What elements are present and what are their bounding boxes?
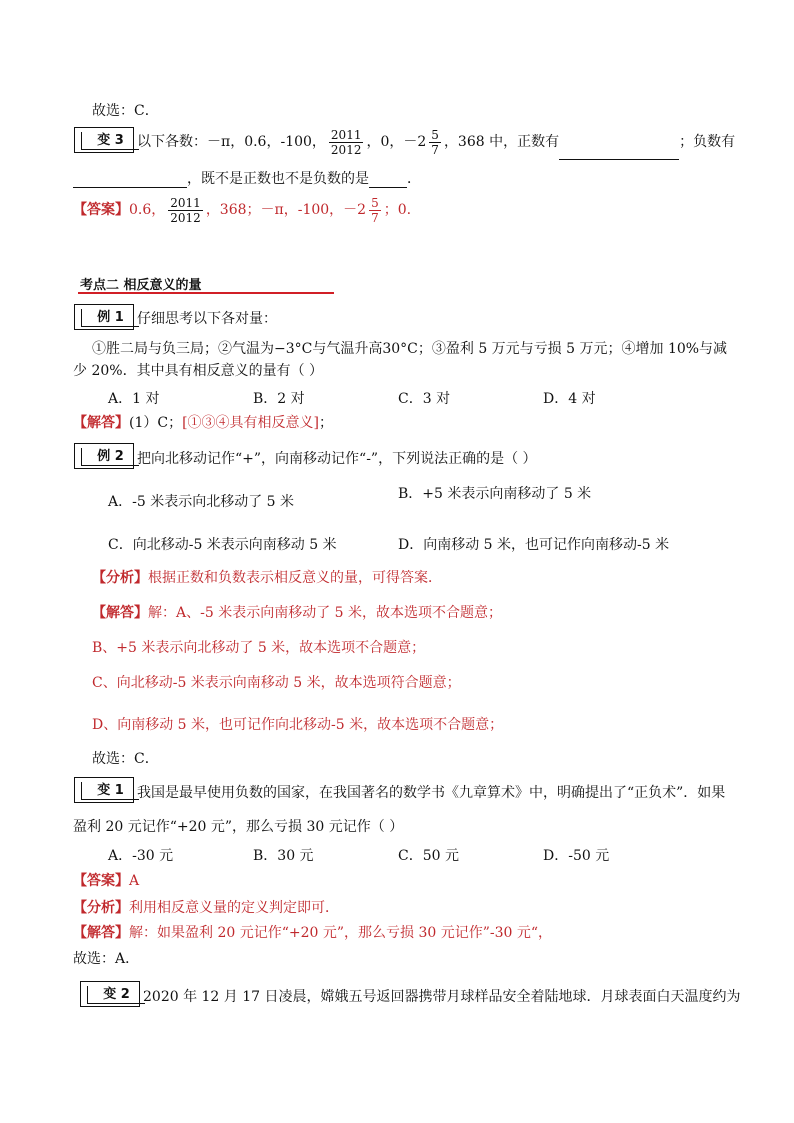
answer-part3: ；0. <box>383 202 412 218</box>
bian3-question-line2 <box>73 168 421 188</box>
li1-option-c[interactable]: C．3 对 <box>398 391 451 407</box>
bian1-analysis-text: 利用相反意义量的定义判定即可． <box>129 900 339 916</box>
bian1-option-d[interactable]: D．-50 元 <box>543 848 610 864</box>
bian3-question-line1 <box>137 124 735 160</box>
li1-option-a[interactable]: A．1 对 <box>108 391 160 407</box>
answer-part1: 0.6， <box>129 202 166 218</box>
li2-analysis <box>92 567 442 587</box>
label-li2 <box>74 443 134 469</box>
bian1-line1: 我国是最早使用负数的国家，在我国著名的数学书《九章算术》中，明确提出了“正负术”．如果 <box>137 785 726 801</box>
blank-negative[interactable] <box>73 173 187 188</box>
label-bian3 <box>74 127 134 153</box>
fraction-2011-2012: $\frac{2011}{2012}$ <box>330 127 362 157</box>
li1-answer-red: [①③④具有相反意义] <box>182 415 320 431</box>
li1-option-b[interactable]: B．2 对 <box>253 391 305 407</box>
label-li1-text: 例 1 <box>81 309 139 327</box>
li2-option-b[interactable]: B．+5 米表示向南移动了 5 米 <box>398 486 592 502</box>
li2-solution-b: B、+5 米表示向北移动了 5 米，故本选项不合题意； <box>92 640 426 656</box>
li1-line1: ①胜二局与负三局；②气温为−3°C与气温升高30°C；③盈利 5 万元与亏损 5 万元；④增加 10%与减 <box>92 341 728 357</box>
li2-option-d[interactable]: D．向南移动 5 米，也可记作向南移动-5 米 <box>398 537 670 553</box>
bian1-line2: 盈利 20 元记作“+20 元”，那么亏损 30 元记作（ ） <box>73 819 404 835</box>
label-li1 <box>74 304 134 330</box>
label-bian3-text: 变 3 <box>81 132 139 150</box>
bian2-line1: 2020 年 12 月 17 日凌晨，嫦娥五号返回器携带月球样品安全着陆地球．月球表面白天温度约为 <box>143 989 741 1005</box>
li1-answer-label: 【解答】 <box>73 415 129 431</box>
label-bian1-text: 变 1 <box>81 782 139 800</box>
bian1-answer-label: 【答案】 <box>73 873 129 889</box>
bian1-answer-text: A <box>129 873 140 889</box>
li1-line2: 少 20%．其中具有相反意义的量有（ ） <box>73 363 324 379</box>
answer-fraction-2011-2012: $\frac{2011}{2012}$ <box>170 195 201 225</box>
li2-solution-label: 【解答】 <box>92 605 148 621</box>
li1-answer <box>73 412 333 432</box>
bian3-q-line2: ，既不是正数也不是负数的是 <box>187 171 369 187</box>
li1-question: 仔细思考以下各对量： <box>137 311 277 327</box>
blank-neither[interactable] <box>369 173 407 188</box>
label-bian2-text: 变 2 <box>87 986 145 1004</box>
label-li2-text: 例 2 <box>81 448 139 466</box>
li2-solution <box>92 602 502 622</box>
li2-option-a[interactable]: A．-5 米表示向北移动了 5 米 <box>108 494 295 510</box>
fraction-5-7: $\frac{5}{7}$ <box>431 127 439 157</box>
answer-fraction-5-7: $\frac{5}{7}$ <box>371 195 379 225</box>
bian1-solution <box>73 922 552 942</box>
section-title: 考点二 相反意义的量 <box>80 278 202 293</box>
label-bian1 <box>74 777 134 803</box>
answer-label: 【答案】 <box>73 202 129 218</box>
bian1-analysis <box>73 897 339 917</box>
guxuan-top: 故选：C． <box>92 103 159 119</box>
bian1-analysis-label: 【分析】 <box>73 900 129 916</box>
bian1-guxuan: 故选：A． <box>73 951 140 967</box>
li2-solution-d: D、向南移动 5 米，也可记作向北移动-5 米，故本选项不合题意； <box>92 717 504 733</box>
bian1-option-c[interactable]: C．50 元 <box>398 848 459 864</box>
li1-option-d[interactable]: D．4 对 <box>543 391 596 407</box>
bian3-q-part3: ，368 中，正数有 <box>443 134 560 150</box>
bian3-q-part2: ，0，－2 <box>366 134 427 150</box>
li1-answer-pre: (1）C； <box>129 415 183 431</box>
bian1-option-a[interactable]: A．-30 元 <box>108 848 174 864</box>
bian3-q-end: ． <box>407 171 421 187</box>
bian1-solution-label: 【解答】 <box>73 925 129 941</box>
li2-solution-text: 解：A、-5 米表示向南移动了 5 米，故本选项不合题意； <box>148 605 503 621</box>
blank-positive[interactable] <box>559 145 679 160</box>
li2-analysis-text: 根据正数和负数表示相反意义的量，可得答案． <box>148 570 442 586</box>
label-bian2 <box>80 981 140 1007</box>
bian3-answer <box>73 192 411 228</box>
li1-answer-post: ； <box>319 415 334 431</box>
li2-analysis-label: 【分析】 <box>92 570 148 586</box>
bian1-answer <box>73 870 139 890</box>
bian1-solution-text: 解：如果盈利 20 元记作“+20 元”，那么亏损 30 元记作”-30 元“， <box>129 925 553 941</box>
li2-option-c[interactable]: C．向北移动-5 米表示向南移动 5 米 <box>108 537 337 553</box>
li2-solution-c: C、向北移动-5 米表示向南移动 5 米，故本选项符合题意； <box>92 675 461 691</box>
bian3-q-part4: ；负数有 <box>679 134 736 150</box>
li2-question: 把向北移动记作“+”，向南移动记作“-”，下列说法正确的是（ ） <box>137 451 537 467</box>
answer-part2: ，368；－π，-100，－2 <box>205 202 367 218</box>
bian1-option-b[interactable]: B．30 元 <box>253 848 314 864</box>
section-heading <box>78 275 334 294</box>
bian3-q-part1: 以下各数：－π，0.6，-100， <box>137 134 326 150</box>
li2-guxuan: 故选：C． <box>92 751 159 767</box>
